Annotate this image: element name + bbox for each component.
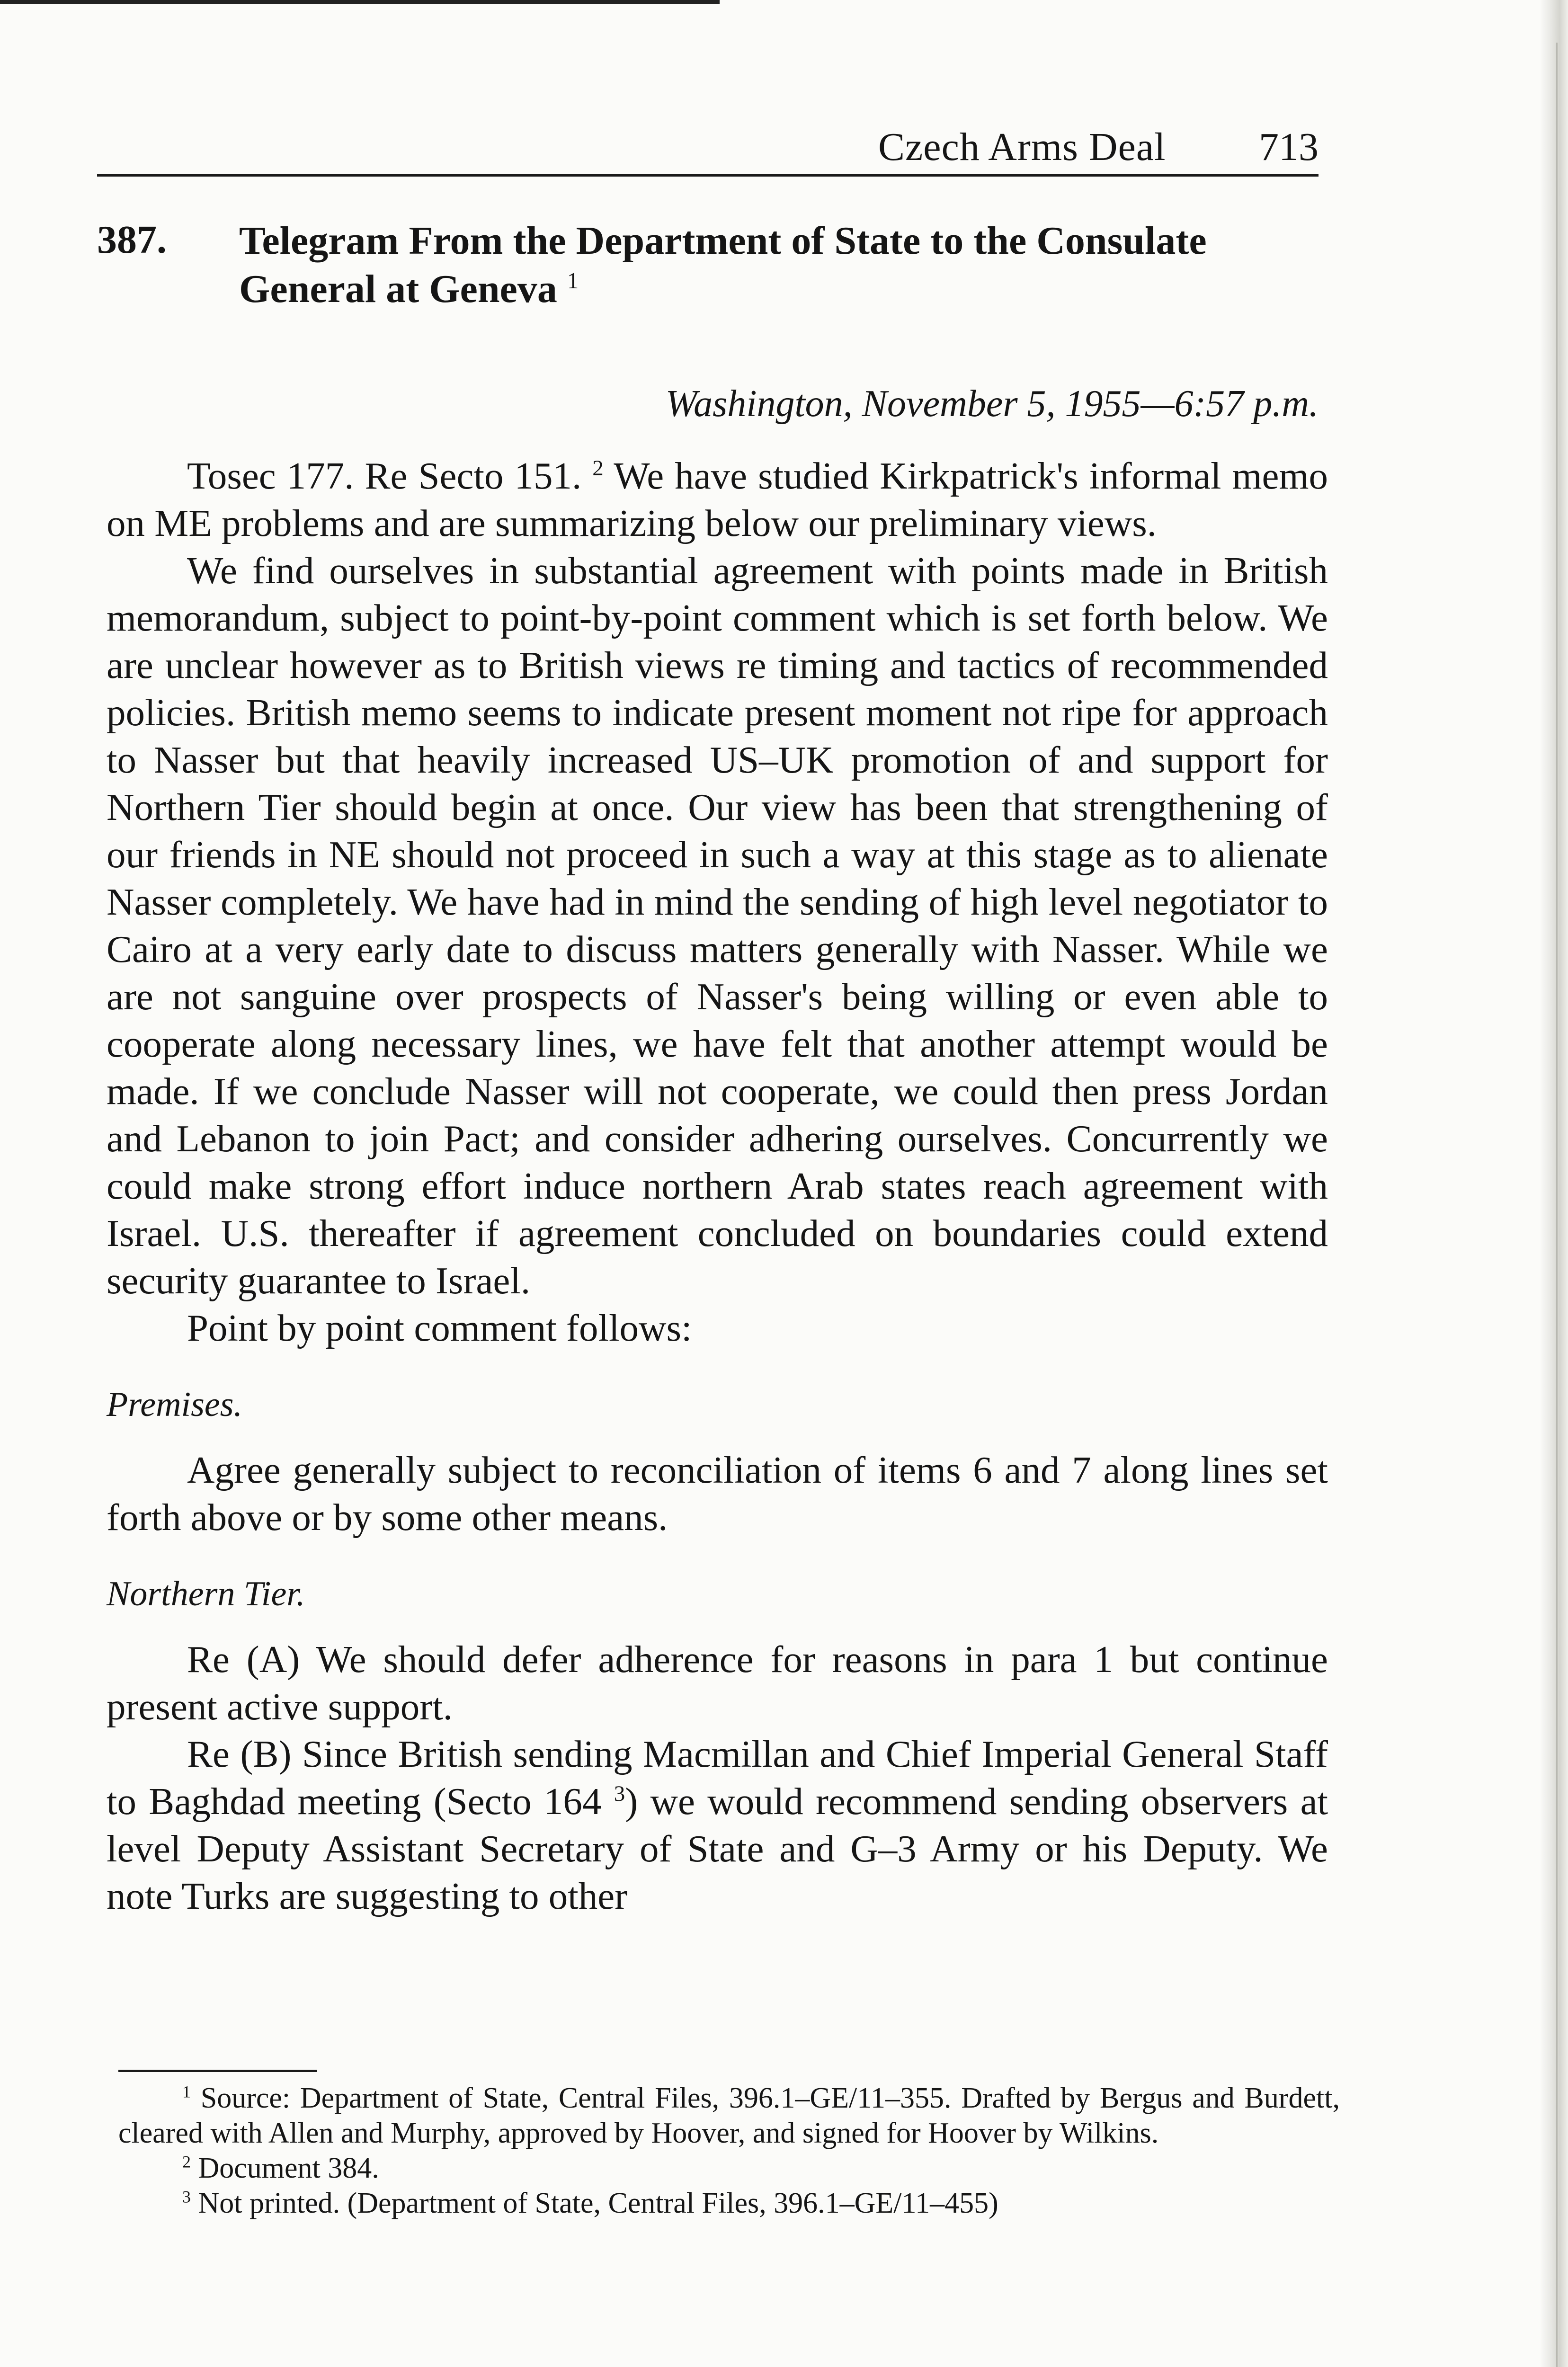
running-head-title: Czech Arms Deal (878, 125, 1166, 169)
footnote-2-text: Document 384. (198, 2152, 379, 2184)
footnote-2-mark: 2 (182, 2152, 191, 2171)
telegram-body (107, 452, 1328, 1920)
footnotes (118, 2081, 1340, 2221)
footnote-1-text: Source: Department of State, Central Files, 396.1–GE/11–355. Drafted by Bergus and Burdett, cleared with Allen and Murphy, approved by Hoover, and signed for Hoover by Wilkins. (118, 2082, 1340, 2149)
paragraph-4: Agree generally subject to reconciliation of items 6 and 7 along lines set forth above or by some other means. (107, 1449, 1328, 1539)
header-rule (97, 174, 1319, 177)
paragraph-1-text: We have studied Kirkpatrick's informal memo on ME problems and are summarizing below our preliminary views. (107, 454, 1328, 544)
footnote-3-mark: 3 (182, 2187, 191, 2207)
document-number: 387. (97, 218, 167, 262)
footnote-1 (118, 2081, 1340, 2151)
paragraph-6 (107, 1730, 1328, 1920)
footnote-ref-1: 1 (567, 268, 579, 294)
dateline: Washington, November 5, 1955—6:57 p.m. (665, 383, 1319, 425)
footnote-rule (118, 2070, 317, 2072)
binding-shadow (1556, 43, 1558, 2367)
paragraph-1 (107, 452, 1328, 547)
subhead-northern-tier: Northern Tier. (107, 1575, 305, 1613)
footnote-1-mark: 1 (182, 2082, 191, 2101)
footnote-ref-3: 3 (614, 1781, 625, 1806)
page-number: 713 (1259, 125, 1319, 169)
document-title (239, 217, 1328, 313)
footnote-3-text: Not printed. (Department of State, Central Files, 396.1–GE/11–455) (198, 2187, 998, 2219)
footnote-2 (118, 2151, 1340, 2186)
scan-edge-right (1540, 0, 1568, 2367)
paragraph-2: We find ourselves in substantial agreement with points made in British memorandum, subject to point-by-point comment which is set forth below. We are unclear however as to British views re timing and tactics of recommended policies. British memo seems to indicate present moment not ripe for approach to Nasser but that heavily increased US–UK promotion of and support for Northern Tier should begin at once. Our view has been that strengthening of our friends in NE should not proceed in such a way at this stage as to alienate Nasser completely. We have had in mind the sending of high level negotiator to Cairo at a very early date to discuss matters generally with Nasser. While we are not sanguine over prospects of Nasser's being willing or even able to cooperate along necessary lines, we have felt that another attempt would be made. If we conclude Nasser will not cooperate, we could then press Jordan and Lebanon to join Pact; and consider adhering ourselves. Concurrently we could make strong effort induce northern Arab states reach agreement with Israel. U.S. thereafter if agreement concluded on boundaries could extend security guarantee to Israel. (107, 549, 1328, 1302)
paragraph-5: Re (A) We should defer adherence for reasons in para 1 but continue present active support. (107, 1638, 1328, 1728)
running-head (878, 124, 1319, 176)
paragraph-6-text: ) we would recommend sending observers at level Deputy Assistant Secretary of State and G–3 Army or his Deputy. We note Turks are suggesting to other (107, 1780, 1328, 1917)
footnote-ref-2: 2 (592, 456, 604, 481)
paragraph-1-lead: Tosec 177. Re Secto 151. (187, 454, 582, 497)
subhead-premises: Premises. (107, 1385, 243, 1424)
footnote-3 (118, 2186, 1340, 2221)
paragraph-6-lead: Re (B) Since British sending Macmillan and Chief Imperial General Staff to Baghdad meeting (Secto 164 (107, 1733, 1328, 1823)
document-title-text: Telegram From the Department of State to the Consulate General at Geneva (239, 219, 1207, 311)
paragraph-3: Point by point comment follows: (187, 1307, 692, 1349)
scan-edge-top (0, 0, 720, 4)
